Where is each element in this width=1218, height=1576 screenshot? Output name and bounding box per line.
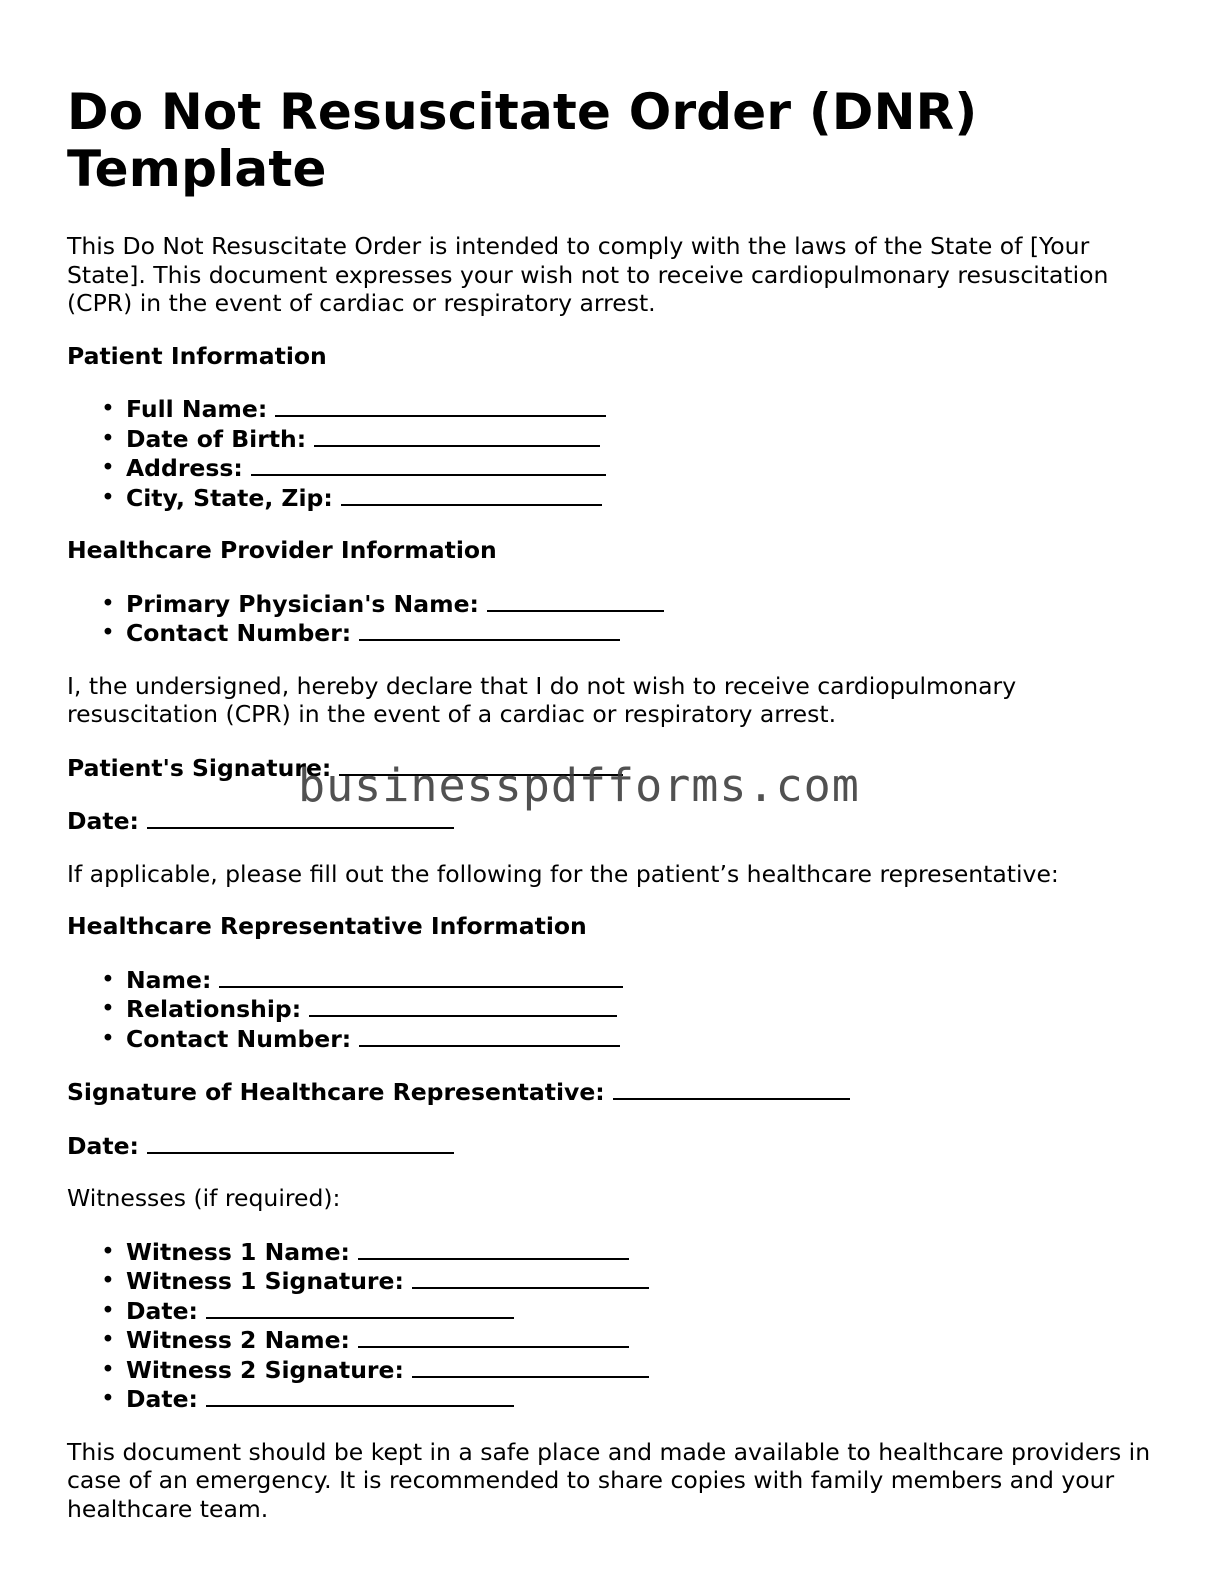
representative-date-row: [67, 1131, 1157, 1161]
list-item: [101, 483, 1157, 513]
list-item: [101, 1325, 1157, 1355]
list-item: [101, 1237, 1157, 1267]
date-label: Date:: [67, 1131, 139, 1160]
witness-2-signature-field[interactable]: [412, 1355, 649, 1378]
representative-signature-label: Signature of Healthcare Representative:: [67, 1078, 605, 1106]
intro-paragraph: This Do Not Resuscitate Order is intended to comply with the laws of the State of [Your State]. This document expresses your wish not to receive cardiopulmonary resuscitation (CPR) in the event of cardiac or respiratory arrest.: [67, 232, 1109, 317]
witness-2-name-field[interactable]: [358, 1325, 629, 1348]
witness-1-signature-field[interactable]: [412, 1266, 649, 1289]
address-field[interactable]: [251, 453, 606, 476]
list-item: [101, 394, 1157, 424]
patient-signature-label: Patient's Signature:: [67, 753, 332, 782]
closing-paragraph: This document should be kept in a safe place and made available to healthcare providers in case of an emergency. It is recommended to share copies with family members and your healthcare team.: [67, 1437, 1151, 1523]
date-of-birth-field[interactable]: [314, 424, 600, 447]
field-label: Name:: [126, 965, 212, 994]
list-item: [101, 424, 1157, 454]
representative-intro: If applicable, please fill out the following for the patient’s healthcare representative:: [67, 859, 1059, 888]
provider-info-heading: Healthcare Provider Information: [67, 536, 497, 564]
witness-1-name-field[interactable]: [358, 1237, 629, 1260]
field-label: Contact Number:: [126, 619, 352, 647]
field-label: Relationship:: [126, 995, 302, 1023]
witness-2-date-field[interactable]: [206, 1384, 514, 1407]
representative-name-field[interactable]: [219, 965, 623, 988]
watermark: businesspdfforms.com: [298, 759, 860, 812]
provider-contact-field[interactable]: [359, 618, 620, 641]
list-item: [101, 1266, 1157, 1296]
list-item: [101, 965, 1157, 995]
list-item: [101, 994, 1157, 1024]
field-label: Witness 1 Signature:: [126, 1267, 404, 1295]
witnesses-list: [67, 1237, 1157, 1414]
patient-info-heading: Patient Information: [67, 341, 327, 370]
field-label: Witness 2 Name:: [126, 1326, 350, 1354]
document-title: Do Not Resuscitate Order (DNR) Template: [67, 83, 978, 198]
witnesses-intro: Witnesses (if required):: [67, 1184, 341, 1212]
patient-info-list: [67, 394, 1157, 512]
list-item: [101, 1296, 1157, 1326]
relationship-field[interactable]: [309, 994, 617, 1017]
field-label: City, State, Zip:: [126, 483, 333, 512]
list-item: [101, 1384, 1157, 1414]
field-label: Full Name:: [126, 395, 268, 423]
document-page: [67, 84, 1157, 1547]
field-label: Date:: [126, 1296, 198, 1325]
list-item: [101, 1355, 1157, 1385]
physician-name-field[interactable]: [487, 589, 664, 612]
field-label: Witness 1 Name:: [126, 1237, 350, 1266]
field-label: Date:: [126, 1385, 198, 1413]
representative-date-field[interactable]: [147, 1131, 454, 1154]
witness-1-date-field[interactable]: [206, 1296, 514, 1319]
date-label: Date:: [67, 807, 139, 835]
representative-info-list: [67, 965, 1157, 1054]
field-label: Date of Birth:: [126, 424, 307, 453]
representative-signature-row: [67, 1077, 1157, 1107]
list-item: [101, 453, 1157, 483]
provider-info-list: [67, 589, 1157, 648]
field-label: Address:: [126, 454, 243, 482]
list-item: [101, 618, 1157, 648]
list-item: [101, 1024, 1157, 1054]
field-label: Witness 2 Signature:: [126, 1355, 404, 1384]
list-item: [101, 589, 1157, 619]
full-name-field[interactable]: [275, 394, 606, 417]
field-label: Contact Number:: [126, 1024, 352, 1053]
declaration-paragraph: I, the undersigned, hereby declare that I do not wish to receive cardiopulmonary resuscitation (CPR) in the event of a cardiac or respiratory arrest.: [67, 671, 1017, 728]
city-state-zip-field[interactable]: [341, 483, 602, 506]
field-label: Primary Physician's Name:: [126, 589, 479, 618]
representative-contact-field[interactable]: [359, 1024, 620, 1047]
representative-signature-field[interactable]: [613, 1077, 850, 1100]
representative-info-heading: Healthcare Representative Information: [67, 912, 587, 940]
